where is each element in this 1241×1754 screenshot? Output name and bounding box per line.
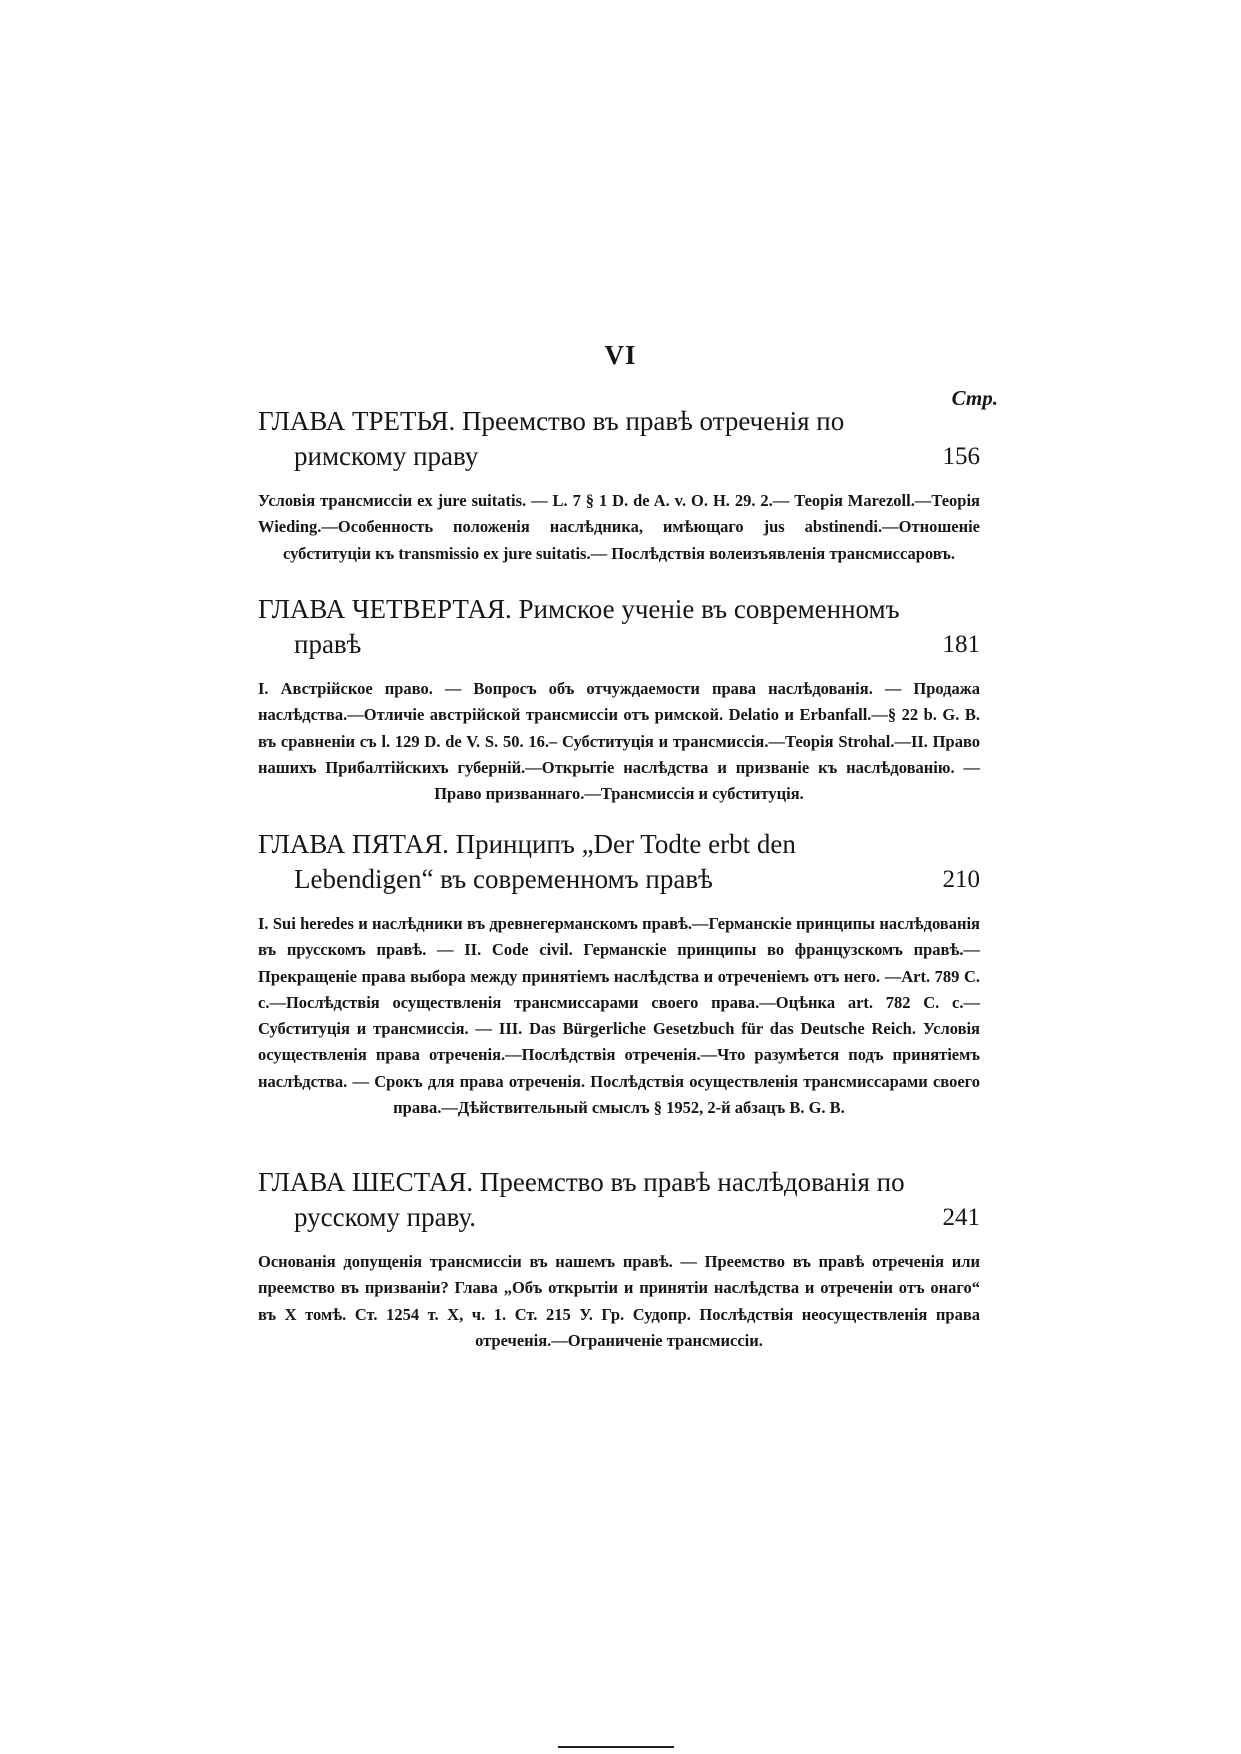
chapter-summary: I. Sui heredes и наслѣдники въ древнегерманскомъ правѣ.—Германскіе принципы наслѣдованія въ прусскомъ правѣ. — II. Code civil. Германскіе принципы во французскомъ правѣ.—Прекращеніе права выбора между принятіемъ наслѣдства и отреченіемъ отъ него. —Art. 789 C. c.—Послѣдствія осуществленія трансмиссарами своего права.—Оцѣнка art. 782 C. c.— Субституція и трансмиссія. — III. Das Bürgerliche Gesetzbuch für das Deutsche Reich. Условія осуществленія права отреченія.—Послѣдствія отреченія.—Что разумѣется подъ принятіемъ наслѣдства. — Срокъ для права отреченія. Послѣдствія осуществленія трансмиссарами своего права.—Дѣйствительный смыслъ § 1952, 2-й абзацъ B. G. B. [258, 914, 980, 1118]
page-number: VI [604, 340, 637, 370]
chapter-entry [258, 592, 980, 807]
chapter-page-number: 156 [942, 443, 980, 470]
chapter-page-number: 210 [942, 866, 980, 893]
chapter-title: ГЛАВА ПЯТАЯ. Принципъ „Der Todte erbt den Lebendigen“ въ современномъ правѣ [258, 829, 796, 894]
page-column-label: Стр. [951, 386, 998, 410]
chapter-page-number: 181 [942, 631, 980, 658]
chapter-title: ГЛАВА ШЕСТАЯ. Преемство въ правѣ наслѣдованія по русскому праву. [258, 1167, 905, 1232]
chapter-heading [258, 404, 980, 474]
chapter-entry [258, 1165, 980, 1354]
chapter-summary: Основанія допущенія трансмиссіи въ нашемъ правѣ. — Преемство въ правѣ отреченія или преемство въ призваніи? Глава „Объ открытіи и принятіи наслѣдства и отреченіи отъ онаго“ въ X томѣ. Ст. 1254 т. X, ч. 1. Ст. 215 У. Гр. Судопр. Послѣдствія неосуществленія права отреченія.—Ограниченіе трансмиссіи. [258, 1252, 980, 1350]
chapter-summary: I. Австрійское право. — Вопросъ объ отчуждаемости права наслѣдованія. — Продажа наслѣдства.—Отличіе австрійской трансмиссіи отъ римской. Delatio и Erbanfall.—§ 22 b. G. B. въ сравненіи съ l. 129 D. de V. S. 50. 16.– Субституція и трансмиссія.—Теорія Strohal.—II. Право нашихъ Прибалтійскихъ губерній.—Открытіе наслѣдства и призваніе къ наслѣдованію. — Право призваннаго.—Трансмиссія и субституція. [258, 679, 980, 804]
chapter-page-number: 241 [942, 1204, 980, 1231]
chapter-entry [258, 404, 980, 567]
closing-rule [558, 1746, 674, 1748]
chapter-entry [258, 827, 980, 1121]
chapter-title: ГЛАВА ТРЕТЬЯ. Преемство въ правѣ отреченія по римскому праву [258, 406, 845, 471]
chapter-heading [258, 1165, 980, 1235]
chapter-heading [258, 592, 980, 662]
chapter-title: ГЛАВА ЧЕТВЕРТАЯ. Римское ученіе въ современномъ правѣ [258, 594, 900, 659]
chapter-summary: Условія трансмиссіи ex jure suitatis. — L. 7 § 1 D. de A. v. O. H. 29. 2.— Теорія Marezoll.—Теорія Wieding.—Особенность положенія наслѣдника, имѣющаго jus abstinendi.—Отношеніе субституціи къ transmissio ex jure suitatis.— Послѣдствія волеизъявленія трансмиссаровъ. [258, 491, 980, 563]
chapter-heading [258, 827, 980, 897]
